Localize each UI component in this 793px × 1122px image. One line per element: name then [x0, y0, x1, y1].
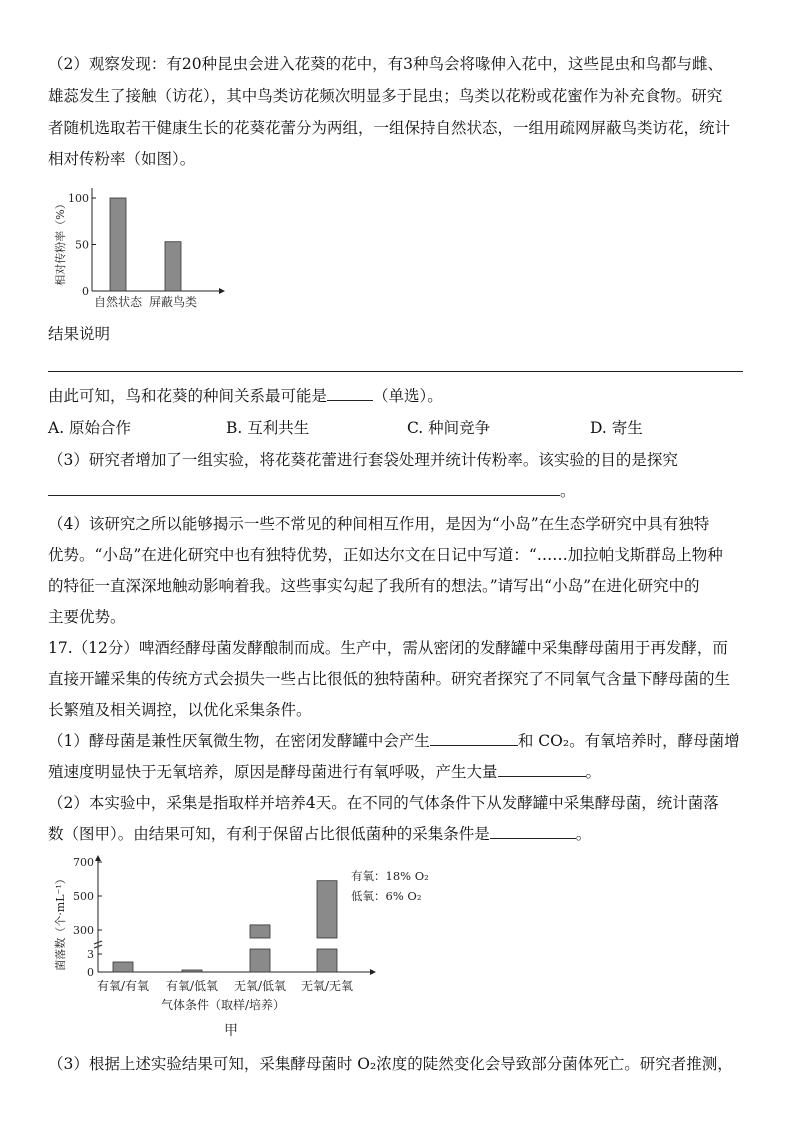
q17-2-blank[interactable]	[490, 824, 576, 839]
colony-bar-lower	[250, 949, 270, 972]
pollination-bar	[165, 242, 181, 291]
q16-4-line3: 的特征一直深深地触动影响着我。这些事实勾起了我所有的想法。”请写出“小岛”在进化研究中的	[48, 577, 700, 595]
pollination-chart	[44, 180, 234, 312]
q17-1-line2	[48, 762, 601, 782]
q17-3-line1: （3）根据上述实验结果可知，采集酵母菌时 O₂浓度的陡然变化会导致部分菌体死亡。研究者推测，	[48, 1055, 733, 1073]
answer-line	[48, 371, 743, 372]
relation-question	[48, 386, 443, 406]
pollination-bar	[110, 198, 126, 291]
colony-bar	[113, 962, 133, 972]
q16-3-end: 。	[560, 482, 576, 500]
option-c[interactable]: C. 种间竞争	[407, 419, 491, 437]
q16-4-line1: （4）该研究之所以能够揭示一些不常见的种间相互作用，是因为“小岛”在生态学研究中具有独特	[48, 515, 710, 533]
colony-legend-hypoxic: 低氧：6% O₂	[351, 889, 422, 903]
colony-category-label: 有氧/低氧	[165, 979, 219, 993]
q17-2-end: 。	[575, 825, 592, 843]
q17-line3: 长繁殖及相关调控，以优化采集条件。	[48, 701, 312, 719]
q16-2-line3: 者随机选取若干健康生长的花葵花蕾分为两组，一组保持自然状态，一组用疏网屏蔽鸟类访花，统计	[48, 119, 731, 137]
q17-1-blank-2[interactable]	[498, 762, 586, 777]
q17-1-text-d: 。	[585, 763, 602, 781]
pollination-ytick-label: 100	[68, 192, 89, 205]
q16-3-answer	[48, 481, 576, 501]
q17-2-line2	[48, 824, 591, 844]
q16-2-line2: 雄蕊发生了接触（访花），其中鸟类访花频次明显多于昆虫；鸟类以花粉或花蜜作为补充食物。研究	[48, 87, 723, 105]
colony-chart	[48, 852, 448, 1044]
q17-2-text: 数（图甲）。由结果可知，有利于保留占比很低菌种的采集条件是	[48, 825, 490, 843]
q16-2-line4: 相对传粉率（如图）。	[48, 150, 196, 168]
q16-2-line1: （2）观察发现：有20种昆虫会进入花葵的花中，有3种鸟会将喙伸入花中，这些昆虫和鸟都与雌、	[48, 55, 723, 73]
q17-1-text-b: 和 CO₂。有氧培养时，酵母菌增	[517, 732, 740, 750]
colony-ylabel: 菌落数（个·mL⁻¹）	[54, 873, 67, 971]
colony-ytick-label: 300	[73, 924, 94, 937]
option-b[interactable]: B. 互利共生	[226, 419, 310, 437]
colony-bar	[182, 970, 202, 972]
colony-xlabel: 气体条件（取样/培养）	[160, 998, 286, 1012]
pollination-category-label: 屏蔽鸟类	[148, 295, 198, 309]
q17-2-line1: （2）本实验中，采集是指取样并培养4天。在不同的气体条件下从发酵罐中采集酵母菌，统计菌落	[48, 794, 719, 812]
pollination-ylabel: 相对传粉率（%）	[54, 198, 67, 286]
pollination-ytick-label: 0	[82, 285, 89, 298]
q17-line1: 17.（12分）啤酒经酵母菌发酵酿制而成。生产中，需从密闭的发酵罐中采集酵母菌用于再发酵，而	[48, 639, 728, 657]
relation-blank[interactable]	[327, 386, 373, 401]
q16-3-blank[interactable]	[48, 481, 560, 496]
q17-1-text-a: （1）酵母菌是兼性厌氧微生物，在密闭发酵罐中会产生	[48, 732, 430, 750]
colony-ytick-label: 3	[87, 948, 94, 961]
colony-legend-aerobic: 有氧：18% O₂	[351, 869, 429, 883]
q17-line2: 直接开罐采集的传统方式会损失一些占比很低的独特菌种。研究者探究了不同氧气含量下酵母菌的生	[48, 670, 731, 688]
option-d[interactable]: D. 寄生	[590, 419, 643, 437]
colony-category-label: 有氧/有氧	[96, 979, 150, 993]
q16-4-line4: 主要优势。	[48, 608, 126, 626]
colony-bar	[317, 881, 337, 938]
colony-ytick-label: 500	[73, 890, 94, 903]
colony-bar	[250, 925, 270, 938]
q17-1-text-c: 殖速度明显快于无氧培养，原因是酵母菌进行有氧呼吸，产生大量	[48, 763, 498, 781]
colony-caption: 甲	[224, 1023, 238, 1039]
pollination-category-label: 自然状态	[93, 295, 143, 309]
q16-4-line2: 优势。“小岛”在进化研究中也有独特优势，正如达尔文在日记中写道：“……加拉帕戈斯群岛上物种	[48, 546, 723, 564]
option-a[interactable]: A. 原始合作	[48, 419, 132, 437]
result-label: 结果说明	[48, 325, 111, 343]
q16-3-line1: （3）研究者增加了一组实验，将花葵花蕾进行套袋处理并统计传粉率。该实验的目的是探究	[48, 451, 678, 469]
colony-y-arrow	[95, 855, 101, 861]
pollination-x-arrow	[219, 288, 225, 294]
colony-bar-lower	[317, 949, 337, 972]
pollination-ytick-label: 50	[75, 238, 89, 252]
colony-category-label: 无氧/低氧	[233, 979, 287, 993]
q17-1-line1	[48, 731, 740, 751]
colony-ytick-label: 0	[87, 966, 94, 979]
colony-x-arrow	[370, 969, 376, 975]
colony-ytick-label: 700	[73, 856, 94, 869]
relation-suffix: （单选）。	[373, 387, 443, 405]
relation-text: 由此可知，鸟和花葵的种间关系最可能是	[48, 387, 328, 405]
colony-category-label: 无氧/无氧	[300, 979, 354, 993]
q17-1-blank-1[interactable]	[430, 731, 518, 746]
